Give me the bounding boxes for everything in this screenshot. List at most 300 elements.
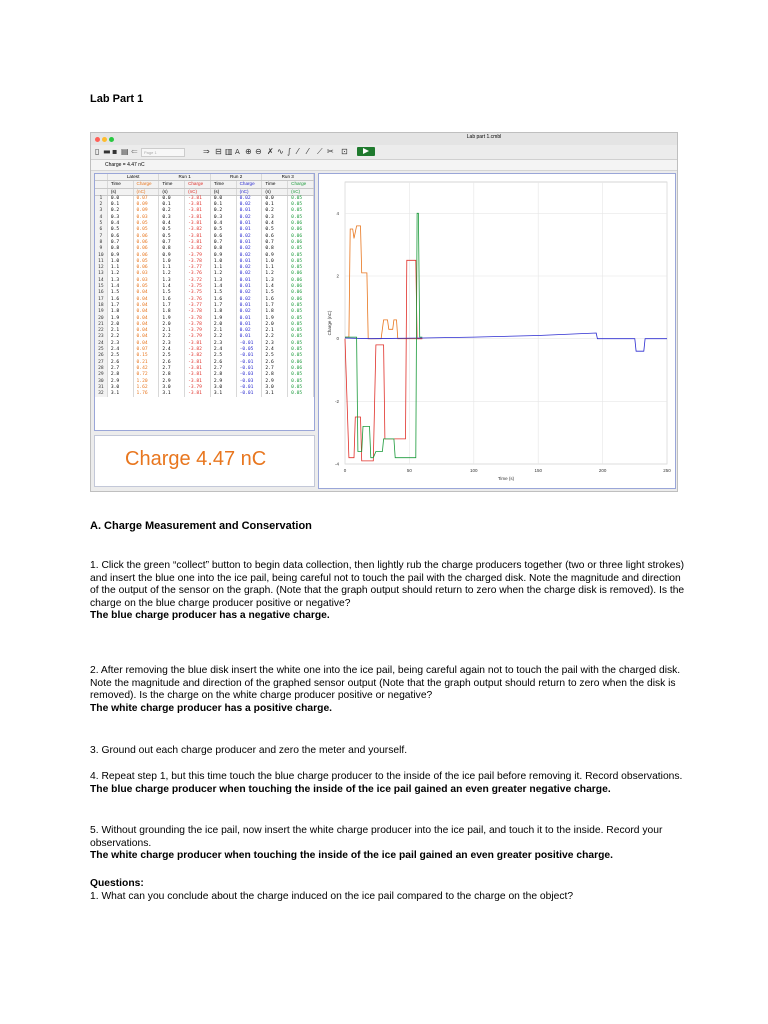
table-cell: 2.2 bbox=[107, 334, 133, 340]
table-cell: 1.5 bbox=[107, 290, 133, 296]
examine-icon[interactable]: ✗ bbox=[267, 147, 274, 156]
table-cell: 0.05 bbox=[288, 265, 314, 271]
x-tick-label: 200 bbox=[598, 468, 607, 473]
table-cell: 0.02 bbox=[236, 309, 262, 315]
table-cell: -0.01 bbox=[236, 353, 262, 359]
step-1 bbox=[90, 560, 690, 623]
table-cell: 2.0 bbox=[262, 322, 288, 328]
table-cell: 0.05 bbox=[288, 353, 314, 359]
table-cell: 2.5 bbox=[159, 353, 185, 359]
forward-arrow-icon[interactable]: ⇒ bbox=[203, 147, 210, 156]
table-cell: 2.4 bbox=[210, 347, 236, 353]
table-cell: -3.81 bbox=[185, 234, 211, 240]
column-header[interactable]: Charge bbox=[236, 181, 262, 188]
column-header[interactable]: Charge bbox=[133, 181, 159, 188]
table-cell: 0.02 bbox=[236, 215, 262, 221]
table-cell: 1.0 bbox=[107, 259, 133, 265]
table-cell: 2.7 bbox=[210, 366, 236, 372]
table-cell: 0.4 bbox=[210, 221, 236, 227]
table-cell: 0.06 bbox=[288, 290, 314, 296]
table-cell: 2.9 bbox=[107, 379, 133, 385]
table-cell: 2.9 bbox=[210, 379, 236, 385]
table-cell: 1.7 bbox=[159, 303, 185, 309]
table-cell: 0.02 bbox=[236, 234, 262, 240]
row-number: 10 bbox=[95, 253, 107, 259]
table-cell: 0.04 bbox=[133, 334, 159, 340]
table-cell: 1.1 bbox=[210, 265, 236, 271]
autoscale-icon[interactable]: A bbox=[235, 148, 240, 156]
row-number: 32 bbox=[95, 391, 107, 397]
step-3-text: 3. Ground out each charge producer and zero the meter and yourself. bbox=[90, 745, 408, 756]
table-cell: 0.9 bbox=[107, 253, 133, 259]
column-group-header[interactable]: Latest bbox=[107, 174, 159, 181]
column-group-header[interactable]: Run 1 bbox=[159, 174, 211, 181]
page-selector[interactable]: Page 1 bbox=[141, 148, 185, 157]
table-cell: 0.9 bbox=[210, 253, 236, 259]
column-unit: (s) bbox=[262, 188, 288, 195]
table-cell: 2.1 bbox=[159, 328, 185, 334]
step-5 bbox=[90, 825, 690, 863]
table-row[interactable] bbox=[95, 391, 314, 397]
table-cell: -3.81 bbox=[185, 360, 211, 366]
table-cell: 0.6 bbox=[262, 234, 288, 240]
table-cell: 0.01 bbox=[236, 316, 262, 322]
table-cell: 0.06 bbox=[288, 227, 314, 233]
row-number: 31 bbox=[95, 385, 107, 391]
table-column-name-row bbox=[95, 181, 314, 188]
table-cell: 0.1 bbox=[159, 202, 185, 208]
table-cell: 2.3 bbox=[159, 341, 185, 347]
table-cell: 2.5 bbox=[107, 353, 133, 359]
page-heading: Lab Part 1 bbox=[90, 93, 144, 105]
table-cell: -3.78 bbox=[185, 309, 211, 315]
window-title: Lab part 1.cmbl bbox=[466, 134, 502, 140]
table-icon[interactable]: ⊟ bbox=[215, 147, 222, 156]
table-cell: 2.0 bbox=[159, 322, 185, 328]
table-cell: 2.0 bbox=[210, 322, 236, 328]
table-cell: 0.7 bbox=[159, 240, 185, 246]
table-cell: -3.81 bbox=[185, 215, 211, 221]
table-cell: 0.06 bbox=[288, 297, 314, 303]
row-number: 19 bbox=[95, 309, 107, 315]
x-tick-label: 0 bbox=[343, 468, 347, 473]
table-cell: 2.6 bbox=[159, 360, 185, 366]
table-cell: 1.4 bbox=[107, 284, 133, 290]
table-cell: 0.05 bbox=[133, 227, 159, 233]
column-header[interactable]: Charge bbox=[185, 181, 211, 188]
table-cell: 0.09 bbox=[133, 208, 159, 214]
table-cell: 1.5 bbox=[159, 290, 185, 296]
table-cell: 2.1 bbox=[262, 328, 288, 334]
table-cell: 1.6 bbox=[262, 297, 288, 303]
row-number: 8 bbox=[95, 240, 107, 246]
table-cell: 0.06 bbox=[288, 284, 314, 290]
row-number: 13 bbox=[95, 271, 107, 277]
zoom-out-icon[interactable]: ⊖ bbox=[255, 147, 262, 156]
table-cell: 0.05 bbox=[288, 215, 314, 221]
table-cell: 0.01 bbox=[236, 284, 262, 290]
table-cell: 0.06 bbox=[133, 240, 159, 246]
table-cell: 0.05 bbox=[288, 328, 314, 334]
table-cell: 0.07 bbox=[133, 195, 159, 202]
column-unit: (s) bbox=[107, 188, 133, 195]
row-number: 25 bbox=[95, 347, 107, 353]
table-cell: 0.6 bbox=[210, 234, 236, 240]
table-cell: -3.76 bbox=[185, 271, 211, 277]
step-5-text: 5. Without grounding the ice pail, now insert the white charge producer into the ice pail, and touch it to the inside. Record your observations. bbox=[90, 825, 663, 849]
table-cell: 2.1 bbox=[210, 328, 236, 334]
table-cell: 1.3 bbox=[107, 278, 133, 284]
table-cell: 0.05 bbox=[288, 341, 314, 347]
column-header[interactable]: Time bbox=[107, 181, 133, 188]
column-group-header[interactable]: Run 3 bbox=[262, 174, 314, 181]
step-5-answer: The white charge producer when touching the inside of the ice pail gained an even greater positive charge. bbox=[90, 850, 613, 862]
table-cell: 1.2 bbox=[159, 271, 185, 277]
data-table[interactable] bbox=[94, 173, 315, 431]
meter-readout: Charge 4.47 nC bbox=[125, 448, 267, 470]
table-cell: 0.04 bbox=[133, 328, 159, 334]
table-cell: 1.0 bbox=[159, 259, 185, 265]
row-number: 18 bbox=[95, 303, 107, 309]
table-cell: -3.81 bbox=[185, 240, 211, 246]
table-cell: 1.76 bbox=[133, 391, 159, 397]
table-cell: 1.2 bbox=[210, 271, 236, 277]
table-cell: 0.0 bbox=[107, 195, 133, 202]
table-cell: 0.05 bbox=[288, 379, 314, 385]
table-cell: 0.9 bbox=[159, 253, 185, 259]
table-cell: 1.2 bbox=[107, 271, 133, 277]
table-cell: 0.02 bbox=[236, 246, 262, 252]
table-cell: 0.03 bbox=[133, 271, 159, 277]
stats-icon[interactable]: ⁄ bbox=[297, 147, 299, 156]
logger-pro-window bbox=[90, 132, 678, 492]
column-unit: (nC) bbox=[185, 188, 211, 195]
table-cell: 0.02 bbox=[236, 195, 262, 202]
table-cell: -0.03 bbox=[236, 379, 262, 385]
table-cell: 3.0 bbox=[107, 385, 133, 391]
zoom-in-icon[interactable]: ⊕ bbox=[245, 147, 252, 156]
integral-icon[interactable]: ∫ bbox=[287, 147, 292, 156]
table-cell: -3.79 bbox=[185, 334, 211, 340]
table-cell: -3.82 bbox=[185, 246, 211, 252]
table-cell: 1.9 bbox=[210, 316, 236, 322]
table-cell: 2.3 bbox=[107, 341, 133, 347]
table-cell: 0.05 bbox=[288, 385, 314, 391]
table-cell: 1.3 bbox=[262, 278, 288, 284]
row-number: 30 bbox=[95, 379, 107, 385]
table-cell: 1.62 bbox=[133, 385, 159, 391]
table-cell: 0.02 bbox=[236, 202, 262, 208]
row-number: 12 bbox=[95, 265, 107, 271]
table-cell: 1.5 bbox=[210, 290, 236, 296]
table-cell: 1.6 bbox=[159, 297, 185, 303]
column-unit: (nC) bbox=[133, 188, 159, 195]
charge-vs-time-chart bbox=[319, 174, 675, 488]
table-cell: 0.1 bbox=[107, 202, 133, 208]
column-header[interactable]: Time bbox=[210, 181, 236, 188]
table-cell: 0.7 bbox=[210, 240, 236, 246]
step-3 bbox=[90, 745, 690, 758]
table-cell: 0.05 bbox=[288, 334, 314, 340]
table-cell: 2.2 bbox=[159, 334, 185, 340]
table-cell: 2.7 bbox=[107, 366, 133, 372]
row-number: 26 bbox=[95, 353, 107, 359]
snapshot-icon[interactable]: ⊡ bbox=[341, 147, 348, 156]
table-cell: 0.42 bbox=[133, 366, 159, 372]
y-tick-label: -4 bbox=[334, 461, 339, 467]
table-cell: 0.01 bbox=[236, 227, 262, 233]
y-tick-label: 0 bbox=[336, 336, 339, 342]
row-number: 17 bbox=[95, 297, 107, 303]
breadcrumb-text: Charge = 4.47 nC bbox=[105, 162, 145, 168]
table-cell: -3.81 bbox=[185, 221, 211, 227]
table-cell: 0.15 bbox=[133, 353, 159, 359]
table-cell: 0.02 bbox=[236, 328, 262, 334]
column-header[interactable]: Time bbox=[262, 181, 288, 188]
table-cell: -3.81 bbox=[185, 341, 211, 347]
table-cell: 0.7 bbox=[107, 240, 133, 246]
table-cell: 2.3 bbox=[210, 341, 236, 347]
table-cell: -0.05 bbox=[236, 347, 262, 353]
meter-icon[interactable]: ▥ bbox=[225, 147, 233, 156]
open-folder-icon[interactable]: ▬ bbox=[103, 147, 111, 156]
table-cell: -3.82 bbox=[185, 347, 211, 353]
row-number-header bbox=[95, 181, 107, 188]
table-cell: 2.3 bbox=[262, 341, 288, 347]
linear-fit-icon[interactable]: ⟋ bbox=[317, 147, 323, 156]
column-unit: (s) bbox=[159, 188, 185, 195]
table-cell: -3.81 bbox=[185, 372, 211, 378]
table-cell: 0.04 bbox=[133, 316, 159, 322]
question-1: 1. What can you conclude about the charge induced on the ice pail compared to the charge on the object? bbox=[90, 890, 574, 902]
print-icon[interactable]: ▤ bbox=[121, 147, 129, 156]
table-cell: 0.05 bbox=[133, 259, 159, 265]
table-row[interactable] bbox=[95, 195, 314, 202]
table-cell: 0.05 bbox=[288, 202, 314, 208]
table-cell: 0.5 bbox=[210, 227, 236, 233]
table-cell: 1.1 bbox=[107, 265, 133, 271]
table-cell: 0.0 bbox=[159, 195, 185, 202]
table-cell: 0.05 bbox=[133, 221, 159, 227]
table-cell: 1.3 bbox=[159, 278, 185, 284]
table-cell: -0.01 bbox=[236, 391, 262, 397]
table-cell: -3.77 bbox=[185, 265, 211, 271]
table-cell: 1.6 bbox=[210, 297, 236, 303]
row-number-header bbox=[95, 174, 107, 181]
row-number: 28 bbox=[95, 366, 107, 372]
table-cell: 1.9 bbox=[107, 316, 133, 322]
table-cell: 0.06 bbox=[133, 234, 159, 240]
new-file-icon[interactable]: ▯ bbox=[95, 147, 100, 156]
table-cell: 1.4 bbox=[210, 284, 236, 290]
table-cell: -0.01 bbox=[236, 385, 262, 391]
table-cell: 1.8 bbox=[262, 309, 288, 315]
column-header[interactable]: Time bbox=[159, 181, 185, 188]
table-cell: 0.05 bbox=[288, 195, 314, 202]
table-cell: 0.5 bbox=[159, 227, 185, 233]
table-cell: 1.6 bbox=[107, 297, 133, 303]
table-cell: -0.01 bbox=[236, 360, 262, 366]
table-cell: 0.07 bbox=[133, 347, 159, 353]
curve-fit-icon[interactable]: ⁄ bbox=[307, 147, 309, 156]
table-cell: 2.0 bbox=[107, 322, 133, 328]
table-cell: 2.9 bbox=[159, 379, 185, 385]
table-cell: 0.04 bbox=[133, 341, 159, 347]
table-cell: 0.01 bbox=[236, 278, 262, 284]
x-tick-label: 100 bbox=[470, 468, 478, 473]
model-icon[interactable]: ✂ bbox=[327, 147, 334, 156]
row-number: 14 bbox=[95, 278, 107, 284]
step-2 bbox=[90, 665, 690, 715]
table-cell: 0.05 bbox=[288, 208, 314, 214]
data-table-grid bbox=[95, 174, 314, 397]
save-icon[interactable]: ▪ bbox=[112, 147, 118, 156]
questions-title: Questions: bbox=[90, 878, 144, 889]
table-cell: -0.03 bbox=[236, 372, 262, 378]
table-cell: 2.4 bbox=[262, 347, 288, 353]
table-cell: 0.04 bbox=[133, 290, 159, 296]
table-cell: 2.8 bbox=[210, 372, 236, 378]
row-number-header bbox=[95, 188, 107, 195]
table-cell: -3.81 bbox=[185, 195, 211, 202]
table-cell: 0.06 bbox=[288, 366, 314, 372]
play-icon bbox=[363, 148, 369, 154]
table-cell: 0.06 bbox=[288, 221, 314, 227]
table-cell: 3.0 bbox=[159, 385, 185, 391]
table-cell: 2.9 bbox=[262, 379, 288, 385]
table-cell: 0.05 bbox=[133, 284, 159, 290]
x-tick-label: 250 bbox=[663, 468, 671, 473]
column-unit: (nC) bbox=[236, 188, 262, 195]
table-cell: 0.01 bbox=[236, 208, 262, 214]
table-cell: 0.8 bbox=[262, 246, 288, 252]
column-unit: (s) bbox=[210, 188, 236, 195]
table-cell: 0.05 bbox=[288, 246, 314, 252]
table-cell: 0.3 bbox=[262, 215, 288, 221]
table-cell: 0.5 bbox=[262, 227, 288, 233]
y-tick-label: 2 bbox=[336, 273, 339, 279]
table-cell: 0.06 bbox=[133, 253, 159, 259]
table-cell: 0.05 bbox=[288, 303, 314, 309]
table-cell: -3.78 bbox=[185, 259, 211, 265]
table-cell: 0.05 bbox=[288, 309, 314, 315]
charge-graph[interactable] bbox=[318, 173, 676, 489]
y-tick-label: -2 bbox=[334, 398, 339, 404]
table-cell: 2.2 bbox=[210, 334, 236, 340]
x-tick-label: 150 bbox=[534, 468, 542, 473]
table-cell: -3.72 bbox=[185, 278, 211, 284]
table-cell: 1.0 bbox=[262, 259, 288, 265]
table-cell: 0.4 bbox=[159, 221, 185, 227]
table-cell: 0.05 bbox=[288, 316, 314, 322]
step-4-text: 4. Repeat step 1, but this time touch the blue charge producer to the inside of the ice pail before removing it. Record observations. bbox=[90, 771, 683, 782]
table-cell: 2.6 bbox=[210, 360, 236, 366]
row-number: 2 bbox=[95, 202, 107, 208]
table-cell: 2.4 bbox=[159, 347, 185, 353]
table-cell: 0.02 bbox=[236, 271, 262, 277]
column-group-header[interactable]: Run 2 bbox=[210, 174, 262, 181]
step-4 bbox=[90, 771, 690, 796]
table-cell: 1.7 bbox=[107, 303, 133, 309]
table-cell: 0.09 bbox=[133, 202, 159, 208]
table-cell: -3.82 bbox=[185, 227, 211, 233]
table-cell: 0.2 bbox=[262, 208, 288, 214]
table-cell: 2.1 bbox=[107, 328, 133, 334]
row-number: 15 bbox=[95, 284, 107, 290]
step-2-text: 2. After removing the blue disk insert the white one into the ice pail, being careful again not to touch the pail with the charged disk. Note the magnitude and direction of the graphed sensor output (Note that the graph output should return to zero when the disk is removed). Is the charge on the white charge producer positive or negative? bbox=[90, 665, 681, 702]
table-cell: 0.05 bbox=[288, 347, 314, 353]
row-number: 27 bbox=[95, 360, 107, 366]
tangent-icon[interactable]: ∿ bbox=[277, 147, 284, 156]
table-cell: 0.8 bbox=[210, 246, 236, 252]
table-cell: 0.6 bbox=[107, 234, 133, 240]
table-cell: 0.04 bbox=[133, 297, 159, 303]
row-number: 24 bbox=[95, 341, 107, 347]
row-number: 7 bbox=[95, 234, 107, 240]
table-cell: -3.79 bbox=[185, 328, 211, 334]
table-cell: -3.77 bbox=[185, 303, 211, 309]
table-cell: 2.6 bbox=[107, 360, 133, 366]
column-header[interactable]: Charge bbox=[288, 181, 314, 188]
table-cell: 3.1 bbox=[262, 391, 288, 397]
table-cell: -3.76 bbox=[185, 297, 211, 303]
collect-button[interactable] bbox=[357, 147, 375, 156]
table-cell: 3.1 bbox=[159, 391, 185, 397]
back-arrow-icon[interactable]: ⇐ bbox=[131, 147, 138, 156]
table-cell: 0.02 bbox=[236, 297, 262, 303]
table-cell: 0.2 bbox=[107, 208, 133, 214]
table-cell: -0.01 bbox=[236, 366, 262, 372]
table-cell: 2.8 bbox=[159, 372, 185, 378]
column-unit: (nC) bbox=[288, 188, 314, 195]
table-cell: 1.1 bbox=[159, 265, 185, 271]
table-cell: 1.20 bbox=[133, 379, 159, 385]
table-cell: 2.8 bbox=[107, 372, 133, 378]
y-tick-label: 4 bbox=[336, 210, 339, 216]
table-cell: 0.1 bbox=[210, 202, 236, 208]
table-cell: 0.06 bbox=[288, 360, 314, 366]
table-cell: -3.82 bbox=[185, 353, 211, 359]
table-cell: -3.75 bbox=[185, 284, 211, 290]
table-cell: 0.06 bbox=[288, 278, 314, 284]
table-cell: -0.01 bbox=[236, 341, 262, 347]
table-cell: 0.06 bbox=[288, 271, 314, 277]
table-cell: 2.7 bbox=[262, 366, 288, 372]
row-number: 4 bbox=[95, 215, 107, 221]
x-tick-label: 50 bbox=[406, 468, 412, 473]
table-cell: 2.5 bbox=[262, 353, 288, 359]
step-4-answer: The blue charge producer when touching the inside of the ice pail gained an even greater negative charge. bbox=[90, 783, 611, 795]
section-title: A. Charge Measurement and Conservation bbox=[90, 520, 312, 532]
table-cell: -3.75 bbox=[185, 290, 211, 296]
table-cell: 0.5 bbox=[107, 227, 133, 233]
row-number: 20 bbox=[95, 316, 107, 322]
table-cell: 0.21 bbox=[133, 360, 159, 366]
row-number: 5 bbox=[95, 221, 107, 227]
row-number: 23 bbox=[95, 334, 107, 340]
y-axis-label: Charge (nC) bbox=[327, 310, 332, 336]
table-cell: -3.81 bbox=[185, 366, 211, 372]
row-number: 21 bbox=[95, 322, 107, 328]
table-cell: 0.05 bbox=[288, 259, 314, 265]
table-cell: 0.05 bbox=[288, 391, 314, 397]
table-cell: 0.06 bbox=[133, 265, 159, 271]
table-cell: 0.01 bbox=[236, 303, 262, 309]
table-cell: 0.06 bbox=[288, 240, 314, 246]
step-1-text: 1. Click the green “collect” button to begin data collection, then lightly rub the charge producers together (two or three light strokes) and insert the blue one into the ice pail, being careful not to touch the pail with the charged disk. Note the magnitude and direction of the output of the sensor on the graph. (Note that the graph output should return to zero when the charge disk is removed). Is the charge on the blue charge producer positive or negative? bbox=[90, 560, 685, 609]
table-cell: 0.8 bbox=[107, 246, 133, 252]
table-cell: -3.81 bbox=[185, 391, 211, 397]
